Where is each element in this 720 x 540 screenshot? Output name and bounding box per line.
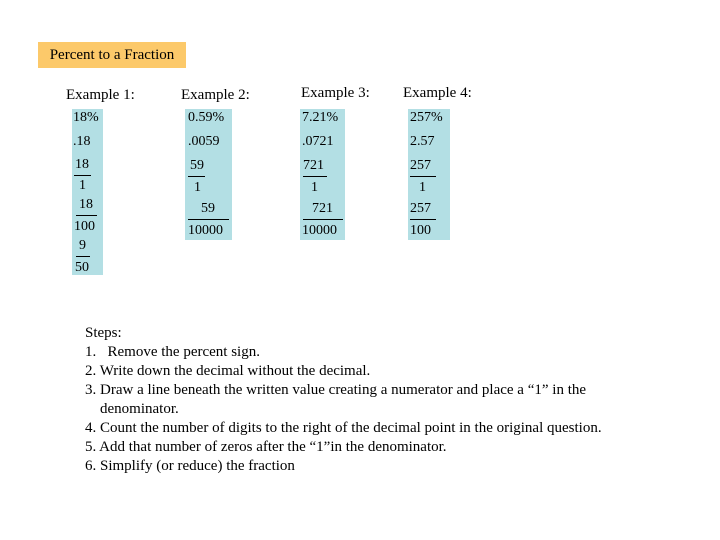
example-4-decimal: 2.57	[410, 134, 435, 149]
example-1-fraction-2-numerator: 18	[79, 197, 93, 212]
example-3-fraction-2-bar	[303, 219, 343, 220]
example-4-fraction-2-denominator: 100	[410, 223, 431, 238]
example-4-fraction-1-denominator: 1	[419, 180, 426, 195]
example-2-decimal: .0059	[188, 134, 220, 149]
example-3-fraction-1-numerator: 721	[303, 158, 324, 173]
example-2-fraction-2-denominator: 10000	[188, 223, 223, 238]
example-2-percent: 0.59%	[188, 110, 225, 125]
example-4-fraction-1-bar	[410, 176, 436, 177]
example-1-column	[72, 109, 103, 275]
step-3: 3. Draw a line beneath the written value creating a numerator and place a “1” in the	[85, 382, 587, 398]
example-3-fraction-2-numerator: 721	[312, 201, 333, 216]
example-2-fraction-2-numerator: 59	[201, 201, 215, 216]
step-1: 1. Remove the percent sign.	[85, 344, 260, 360]
example-1-decimal: .18	[73, 134, 91, 149]
example-2-fraction-2-bar	[188, 219, 229, 220]
example-3-column	[300, 109, 345, 240]
example-1-fraction-1-bar	[74, 175, 91, 176]
example-1-fraction-3-bar	[76, 256, 90, 257]
example-3-fraction-2-denominator: 10000	[302, 223, 337, 238]
example-4-fraction-2-numerator: 257	[410, 201, 431, 216]
step-4: 4. Count the number of digits to the right of the decimal point in the original question.	[85, 420, 602, 436]
example-4-fraction-1-numerator: 257	[410, 158, 431, 173]
example-1-fraction-3-denominator: 50	[75, 260, 89, 275]
step-5: 5. Add that number of zeros after the “1”in the denominator.	[85, 439, 447, 455]
example-3-label: Example 3:	[301, 85, 370, 101]
example-2-fraction-1-bar	[188, 176, 205, 177]
slide-title: Percent to a Fraction	[38, 42, 186, 68]
example-1-fraction-2-bar	[76, 215, 97, 216]
example-1-label: Example 1:	[66, 87, 135, 103]
example-1-fraction-2-denominator: 100	[74, 219, 95, 234]
example-3-decimal: .0721	[302, 134, 334, 149]
example-2-fraction-1-denominator: 1	[194, 180, 201, 195]
example-4-label: Example 4:	[403, 85, 472, 101]
example-1-fraction-3-numerator: 9	[79, 238, 86, 253]
example-3-fraction-1-denominator: 1	[311, 180, 318, 195]
step-3-continuation: denominator.	[100, 401, 179, 417]
example-2-fraction-1-numerator: 59	[190, 158, 204, 173]
step-6: 6. Simplify (or reduce) the fraction	[85, 458, 295, 474]
example-2-label: Example 2:	[181, 87, 250, 103]
example-3-percent: 7.21%	[302, 110, 339, 125]
example-2-column	[185, 109, 232, 240]
steps-list	[85, 324, 602, 476]
steps-heading: Steps:	[85, 325, 122, 341]
example-4-column	[408, 109, 450, 240]
example-1-fraction-1-numerator: 18	[75, 157, 89, 172]
example-1-percent: 18%	[73, 110, 99, 125]
example-1-fraction-1-denominator: 1	[79, 178, 86, 193]
example-3-fraction-1-bar	[303, 176, 327, 177]
example-4-fraction-2-bar	[410, 219, 436, 220]
example-4-percent: 257%	[410, 110, 443, 125]
step-2: 2. Write down the decimal without the decimal.	[85, 363, 371, 379]
